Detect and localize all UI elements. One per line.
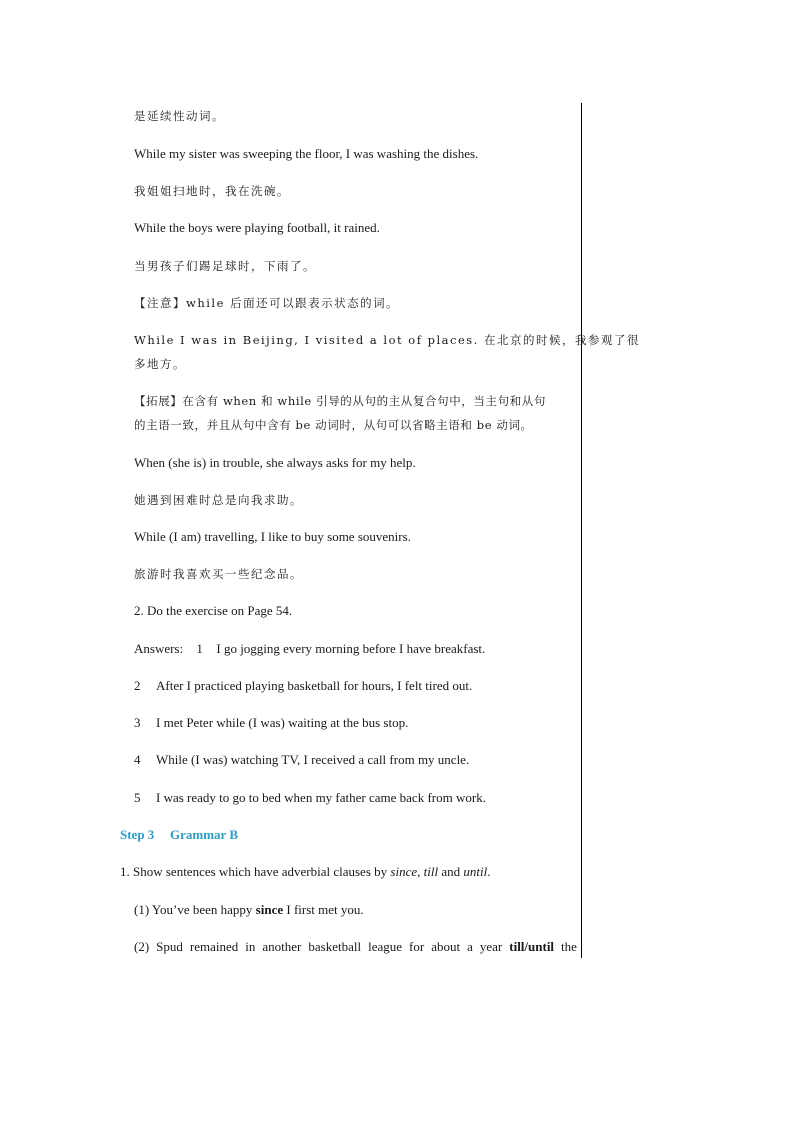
answer-row <box>134 678 472 694</box>
exercise-instruction: 2. Do the exercise on Page 54. <box>134 603 293 618</box>
example-keyword: till/until <box>509 939 555 954</box>
task-instruction <box>120 864 490 880</box>
example-text: (1) You’ve been happy <box>134 902 256 917</box>
text-line: 我姐姐扫地时，我在洗碗。 <box>134 184 290 198</box>
word: remained <box>189 939 239 954</box>
answer-number: 3 <box>134 715 141 730</box>
answer-number: 5 <box>134 790 141 805</box>
example-text: I first met you. <box>283 902 364 917</box>
word: Spud <box>156 939 183 954</box>
period: . <box>487 864 491 879</box>
text-line: 她遇到困难时总是向我求助。 <box>134 493 303 507</box>
step-label: Step 3 <box>120 827 155 842</box>
conjunction: and <box>441 864 461 879</box>
task-lead: 1. Show sentences which have adverbial clauses by <box>120 864 391 879</box>
answer-row <box>134 641 485 657</box>
word: in <box>245 939 256 954</box>
text-line: 是延续性动词。 <box>134 109 225 123</box>
answer-row <box>134 752 469 768</box>
word: for <box>409 939 425 954</box>
text-line: While I was in Beijing, I visited a lot of places. 在北京的时候，我参观了很 <box>134 333 640 347</box>
example-sentence <box>134 939 577 955</box>
example-keyword: since <box>255 902 284 917</box>
text-line: While my sister was sweeping the floor, I was washing the dishes. <box>134 146 479 161</box>
answer-number: 4 <box>134 752 141 767</box>
word: about <box>431 939 461 954</box>
answer-number: 2 <box>134 678 141 693</box>
text-line: While (I am) travelling, I like to buy some souvenirs. <box>134 529 411 544</box>
extension-line: 的主语一致，并且从句中含有 be 动词时，从句可以省略主语和 be 动词。 <box>134 418 533 432</box>
text-line: While the boys were playing football, it rained. <box>134 220 380 235</box>
answer-row <box>134 715 408 731</box>
step-title: Grammar B <box>170 827 238 842</box>
text-line: 当男孩子们踢足球时，下雨了。 <box>134 259 316 273</box>
keyword-until: until <box>463 864 488 879</box>
answer-text: While (I was) watching TV, I received a call from my uncle. <box>156 752 470 767</box>
answer-text: I was ready to go to bed when my father came back from work. <box>156 790 486 805</box>
answer-text: After I practiced playing basketball for hours, I felt tired out. <box>156 678 473 693</box>
answer-number: 1 <box>196 641 203 656</box>
answers-prefix: Answers: <box>134 641 184 656</box>
answer-row <box>134 790 486 806</box>
word: (2) <box>134 939 150 954</box>
word: year <box>479 939 503 954</box>
answer-text: I go jogging every morning before I have breakfast. <box>216 641 486 656</box>
answer-text: I met Peter while (I was) waiting at the bus stop. <box>156 715 409 730</box>
word: the <box>561 939 577 954</box>
word: another <box>262 939 302 954</box>
text-line: 旅游时我喜欢买一些纪念品。 <box>134 567 303 581</box>
word: basketball <box>308 939 362 954</box>
keyword-since: since, <box>390 864 421 879</box>
example-sentence <box>134 902 364 918</box>
step-heading <box>120 827 238 843</box>
note-line: 【注意】while 后面还可以跟表示状态的词。 <box>134 296 400 310</box>
text-line: 多地方。 <box>134 357 186 371</box>
text-line: When (she is) in trouble, she always asks for my help. <box>134 455 416 470</box>
right-margin-rule <box>581 103 582 958</box>
word: league <box>368 939 403 954</box>
extension-line: 【拓展】在含有 when 和 while 引导的从句的主从复合句中，当主句和从句 <box>134 394 546 408</box>
keyword-till: till <box>423 864 439 879</box>
word: a <box>467 939 473 954</box>
